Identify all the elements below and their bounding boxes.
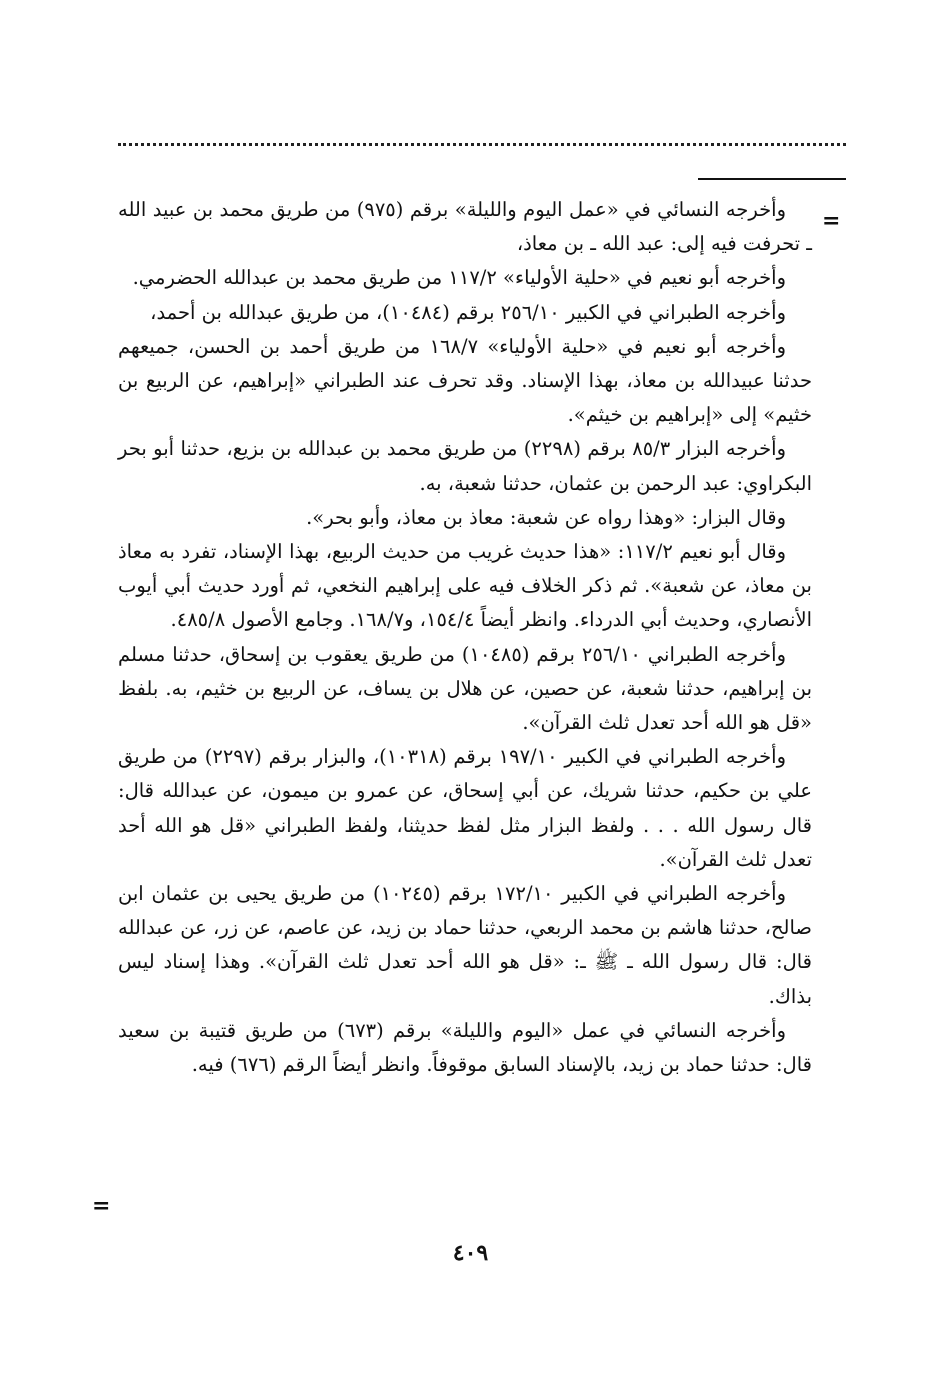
footnote-paragraph: وأخرجه النسائي في عمل «اليوم والليلة» برقم (٦٧٣) من طريق قتيبة بن سعيد قال: حدثنا حماد بن زيد، بالإسناد السابق موقوفاً. وانظر أيضاً الرقم (٦٧٦) فيه. <box>118 1018 812 1077</box>
footnote-paragraph: وقال أبو نعيم ١١٧/٢: «هذا حديث غريب من حديث الربيع، بهذا الإسناد، تفرد به معاذ بن معاذ، عن شعبة». ثم ذكر الخلاف فيه على إبراهيم النخعي، ثم أورد حديث أبي أيوب الأنصاري، وحديث أبي الدرداء. وانظر أيضاً ١٥٤/٤، و١٦٨/٧. وجامع الأصول ٤٨٥/٨. <box>118 540 812 632</box>
dotted-separator <box>118 143 846 146</box>
continuation-mark-top: = <box>822 208 841 234</box>
footnote-paragraph: وأخرجه أبو نعيم في «حلية الأولياء» ١١٧/٢ من طريق محمد بن عبدالله الحضرمي. <box>132 266 786 290</box>
footnote-paragraph: وأخرجه الطبراني ٢٥٦/١٠ برقم (١٠٤٨٥) من طريق يعقوب بن إسحاق، حدثنا مسلم بن إبراهيم، حدثنا شعبة، عن حصين، عن هلال بن يساف، عن الربيع بن خثيم، به. بلفظ «قل هو الله أحد تعدل ثلث القرآن». <box>118 642 812 735</box>
footnote-paragraph: وأخرجه الطبراني في الكبير ١٩٧/١٠ برقم (١٠٣١٨)، والبزار برقم (٢٢٩٧) من طريق علي بن حكيم، حدثنا شريك، عن أبي إسحاق، عن عمرو بن ميمون، عن عبدالله قال: قال رسول الله . . . ولفظ البزار مثل لفظ حديثنا، ولفظ الطبراني «قل هو الله أحد تعدل ثلث القرآن». <box>118 745 812 871</box>
footnote-rule <box>698 178 846 180</box>
page-number: ٤٠٩ <box>452 1240 489 1266</box>
footnotes-body <box>118 193 812 1082</box>
continuation-mark-bottom: = <box>92 1193 111 1219</box>
footnote-paragraph: وقال البزار: «وهذا رواه عن شعبة: معاذ بن معاذ، وأبو بحر». <box>306 505 786 529</box>
footnote-paragraph: وأخرجه أبو نعيم في «حلية الأولياء» ١٦٨/٧ من طريق أحمد بن الحسن، جميعهم حدثنا عبيدالله بن معاذ، بهذا الإسناد. وقد تحرف عند الطبراني «إبراهيم، عن الربيع بن خثيم» إلى «إبراهيم بن خيثم». <box>118 334 812 427</box>
footnote-paragraph: وأخرجه الطبراني في الكبير ٢٥٦/١٠ برقم (١٠٤٨٤)، من طريق عبدالله بن أحمد، <box>150 300 786 324</box>
footnote-paragraph: وأخرجه البزار ٨٥/٣ برقم (٢٢٩٨) من طريق محمد بن عبدالله بن بزيع، حدثنا أبو بحر البكراوي: عبد الرحمن بن عثمان، حدثنا شعبة، به. <box>118 437 812 495</box>
footnote-paragraph: وأخرجه النسائي في «عمل اليوم والليلة» برقم (٩٧٥) من طريق محمد بن عبيد الله ـ تحرفت فيه إلى: عبد الله ـ بن معاذ، <box>118 198 812 256</box>
footnote-paragraph: وأخرجه الطبراني في الكبير ١٧٢/١٠ برقم (١٠٢٤٥) من طريق يحيى بن عثمان ابن صالح، حدثنا هاشم بن محمد الربعي، حدثنا حماد بن زيد، عن عاصم، عن زر، عن عبدالله قال: قال رسول الله ـ ﷺ ـ: «قل هو الله أحد تعدل ثلث القرآن». وهذا إسناد ليس بذاك. <box>118 882 812 1008</box>
